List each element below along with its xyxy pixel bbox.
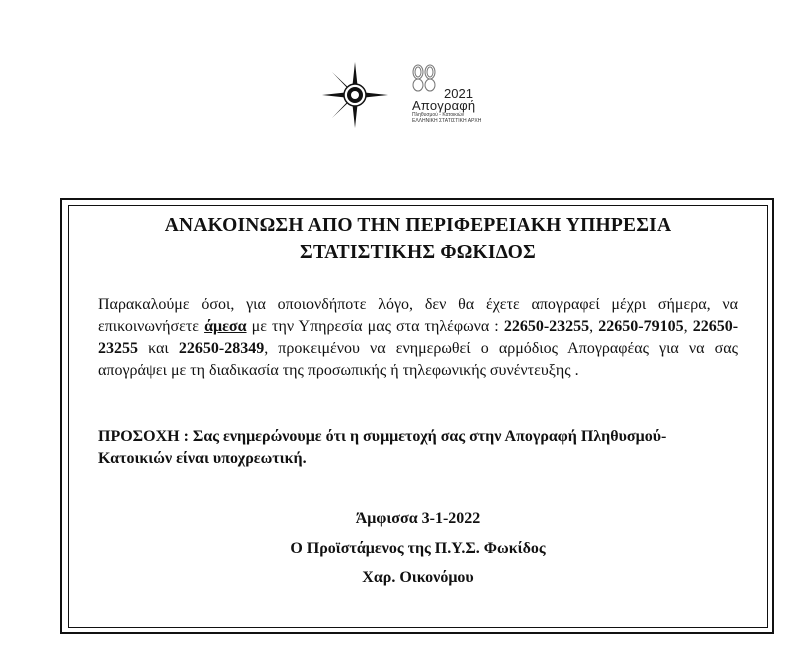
census-subtitle-line1: Πληθυσμού - Κατοικιών <box>412 112 465 118</box>
signature-role: Ο Προϊστάμενος της Π.Υ.Σ. Φωκίδος <box>290 540 546 557</box>
compass-star-emblem-icon <box>322 62 388 128</box>
announcement-body <box>98 294 738 382</box>
phone-number: 22650-79105 <box>598 318 684 335</box>
phone-number: 22650-28349 <box>178 340 265 357</box>
emphasis-text: άμεσα <box>204 318 247 335</box>
announcement-title <box>80 212 756 266</box>
notice-text: ΠΡΟΣΟΧΗ : Σας ενημερώνουμε ότι η συμμετοχή σας στην Απογραφή Πληθυσμού- Κατοικιών είναι υποχρεωτική. <box>98 428 667 467</box>
header-logos <box>318 58 498 128</box>
phone-number: 22650-23255 <box>503 318 590 335</box>
census-2021-logo <box>410 64 498 126</box>
census-subtitle-line2: ΕΛΛΗΝΙΚΗ ΣΤΑΤΙΣΤΙΚΗ ΑΡΧΗ <box>412 117 482 124</box>
signature-name: Χαρ. Οικονόμου <box>362 569 474 586</box>
signature-place-date: Άμφισσα 3-1-2022 <box>355 510 481 527</box>
body-part-3: , προκειμένου να ενημερωθεί ο αρμόδιος Απογραφέας για να σας απογράψει με τη διαδικασία της προσωπικής ή τηλεφωνικής συνέντευξης . <box>98 340 739 379</box>
body-part-1: Παρακαλούμε όσοι, για οποιονδήποτε λόγο, δεν θα έχετε απογραφεί μέχρι σήμερα, να επικοινωνήσετε <box>98 296 738 335</box>
phone-number: 22650-23255 <box>98 318 739 357</box>
separator: , <box>683 318 693 335</box>
separator: και <box>138 340 179 357</box>
separator: , <box>589 318 599 335</box>
census-year: 2021 <box>444 86 473 101</box>
title-line-1: ΑΝΑΚΟΙΝΩΣΗ ΑΠΟ ΤΗΝ ΠΕΡΙΦΕΡΕΙΑΚΗ ΥΠΗΡΕΣΙΑ <box>164 215 672 236</box>
announcement-frame-inner <box>68 205 768 628</box>
census-subtitle <box>412 113 492 124</box>
body-part-2: με την Υπηρεσία μας στα τηλέφωνα : <box>246 318 504 335</box>
census-name: Απογραφή <box>412 98 476 113</box>
title-line-2: ΣΤΑΤΙΣΤΙΚΗΣ ΦΩΚΙΔΟΣ <box>300 242 536 263</box>
